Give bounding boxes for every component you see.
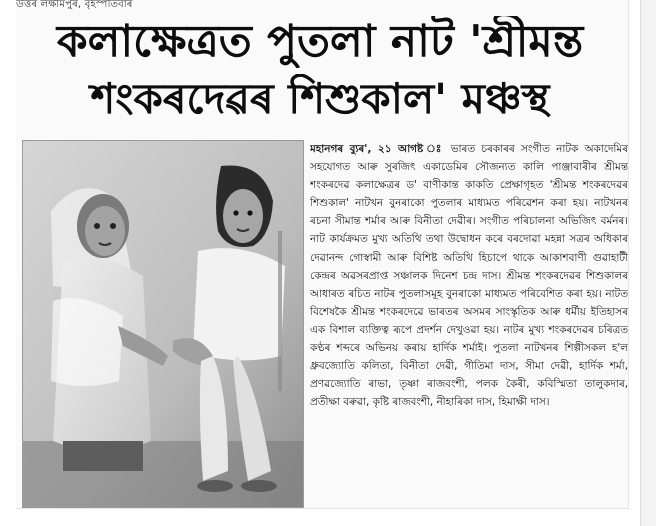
page-edge xyxy=(640,0,656,526)
masthead-strip: উত্তৰ লক্ষীমপুৰ, বৃহস্পতিবাৰ xyxy=(16,0,133,10)
headline-line-2: শংকৰদেৱৰ শিশুকাল' মঞ্চস্থ xyxy=(90,74,550,123)
article-byline: মহানগৰ ব্যুৰ', ২১ আগষ্ট ঃ xyxy=(310,143,451,155)
headline-line-1: কলাক্ষেত্ৰত পুতলা নাট 'শ্ৰীমন্ত xyxy=(56,16,584,67)
puppet-photo-graphic xyxy=(23,141,303,507)
puppet-photo xyxy=(22,140,304,508)
article-text: ভাৰত চৰকাৰৰ সংগীত নাটক অকাদেমিৰ সহযোগত আৰু সুৰজিৎ একাডেমিৰ সৌজন্যত কালি পাঞ্জাবাৰীৰ শ্ৰীমন্ত শংকৰদেৱ কলাক্ষেত্ৰৰ ড' বাণীকান্ত কাকতি প্ৰেক্ষাগৃহত 'শ্ৰীমন্ত শংকৰদেৱৰ শিশুকাল' নাটখন বুনৰাকো পুতলাৰ মাধ্যমত পৰিৱেশন কৰা হয়। নাটখনৰ ৰচনা সীমান্ত শৰ্মাৰ আৰু বিনীতা দেৱীৰ। সংগীত পৰিচালনা অভিজিৎ বৰ্মনৰ। নাট কাৰ্যক্ৰমত মুখ্য অতিথি তথা উদ্বোধন কৰে বৰদোৱা মহন্না সত্ৰৰ অধিকাৰ দেৱানন্দ গোস্বামী আৰু বিশিষ্ট অতিথি হিচাপে থাকে আকাশবাণী গুৱাহাটী কেন্দ্ৰৰ অৱসৰপ্ৰাপ্ত সঞ্চালক দিনেশ চন্দ্ৰ দাস। শ্ৰীমন্ত শংকৰদেৱৰ শিশুকালৰ আধাৰত ৰচিত নাটৰ পুতলাসমূহ বুনৰাকো মাধ্যমত পৰিবেশিত কৰা হয়। নাটত বিশেষকৈ শ্ৰীমন্ত শংকৰদেৱে ভাৰতৰ অসমৰ সাংস্কৃতিক আৰু ধৰ্মীয় ইতিহাসৰ এক বিশাল ব্যক্তিত্ব ৰূপে প্ৰদৰ্শন দেখুওৱা হয়। নাটৰ মুখ্য শংকৰদেৱৰ চৰিত্ৰত কণ্ঠৰ শব্দৰে অভিনয় কৰায় হাৰ্দিক শৰ্মাই। পুতলা নাটখনৰ শিল্পীসকল হ'ল ধ্ৰুবজ্যোতি কলিতা, বিনীতা দেৱী, গীতিমা দাস, সীমা দেৱী, হাৰ্দিক শৰ্মা, প্ৰণৱজ্যোতি ৰাভা, তৃষ্ণা ৰাজবংশী, পলক কৈৰী, কবিস্মিতা তালুকদাৰ, প্ৰতীক্ষা বৰুৱা, কৃষ্টি ৰাজবংশী, নীহাৰিকা দাস, হিমাক্ষী দাস। xyxy=(310,143,628,409)
article-body xyxy=(310,140,628,506)
